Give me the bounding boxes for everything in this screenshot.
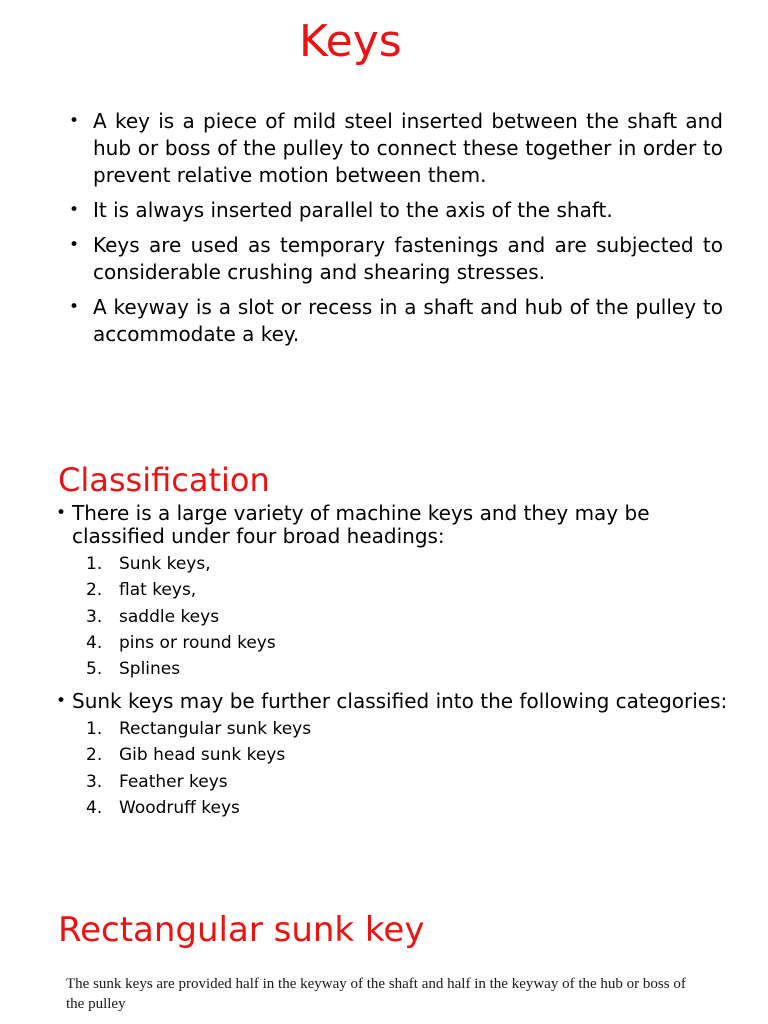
- list-item-text: Splines: [119, 659, 181, 680]
- bullet-item: [68, 232, 723, 286]
- rectangular-sunk-key-title: Rectangular sunk key: [58, 910, 425, 950]
- bullet-text: A keyway is a slot or recess in a shaft and hub of the pulley to accommodate a key.: [93, 295, 723, 346]
- list-item: [86, 656, 736, 682]
- list-item: [86, 604, 736, 630]
- list-number: 2.: [86, 580, 103, 601]
- list-item-text: Sunk keys,: [119, 554, 211, 574]
- bullet-item: [68, 108, 723, 189]
- bullet-item: [68, 294, 723, 348]
- key-types-list: [56, 551, 736, 682]
- list-item: [86, 795, 736, 821]
- list-number: 5.: [86, 659, 103, 680]
- list-item: [86, 716, 736, 742]
- list-number: 4.: [86, 632, 103, 653]
- classification-section-sunk: [56, 690, 736, 821]
- rectangular-sunk-key-description: The sunk keys are provided half in the keyway of the shaft and half in the keyway of the hub or boss of the pulley: [66, 976, 686, 1012]
- classification-section-headings: [56, 502, 736, 682]
- list-number: 1.: [86, 719, 103, 739]
- bullet-text: A key is a piece of mild steel inserted between the shaft and hub or boss of the pulley to connect these together in order to prevent relative motion between them.: [93, 109, 723, 187]
- bullet-text: Keys are used as temporary fastenings and are subjected to considerable crushing and shearing stresses.: [93, 233, 723, 284]
- list-item: [86, 769, 736, 795]
- bullet-item: [56, 502, 736, 548]
- list-number: 1.: [86, 554, 103, 574]
- list-number: 3.: [86, 606, 103, 627]
- bullet-text: There is a large variety of machine keys and they may be classified under four broad headings:: [72, 501, 650, 548]
- intro-bullet-list: [68, 108, 723, 356]
- keys-title: Keys: [299, 16, 402, 67]
- bullet-text: Sunk keys may be further classified into the following categories:: [72, 689, 728, 713]
- list-item-text: pins or round keys: [119, 632, 276, 653]
- list-item-text: flat keys,: [119, 580, 197, 601]
- list-item: [86, 630, 736, 656]
- bullet-dot-icon: •: [69, 297, 80, 317]
- list-item: [86, 742, 736, 768]
- bullet-dot-icon: •: [56, 503, 67, 523]
- bullet-dot-icon: •: [69, 111, 80, 131]
- bullet-item: [68, 197, 723, 224]
- list-item-text: Woodruff keys: [119, 797, 240, 818]
- bullet-item: [56, 690, 736, 713]
- list-number: 4.: [86, 797, 103, 818]
- list-item-text: saddle keys: [119, 606, 220, 627]
- list-item: [86, 577, 736, 603]
- list-item: [86, 551, 736, 577]
- list-number: 3.: [86, 771, 103, 792]
- list-item-text: Gib head sunk keys: [119, 745, 286, 766]
- classification-title: Classification: [58, 461, 270, 499]
- bullet-dot-icon: •: [56, 691, 67, 711]
- list-number: 2.: [86, 745, 103, 766]
- bullet-dot-icon: •: [69, 235, 80, 255]
- list-item-text: Rectangular sunk keys: [119, 719, 312, 739]
- bullet-dot-icon: •: [69, 200, 80, 220]
- sunk-key-types-list: [56, 716, 736, 821]
- list-item-text: Feather keys: [119, 771, 228, 792]
- bullet-text: It is always inserted parallel to the axis of the shaft.: [93, 198, 613, 222]
